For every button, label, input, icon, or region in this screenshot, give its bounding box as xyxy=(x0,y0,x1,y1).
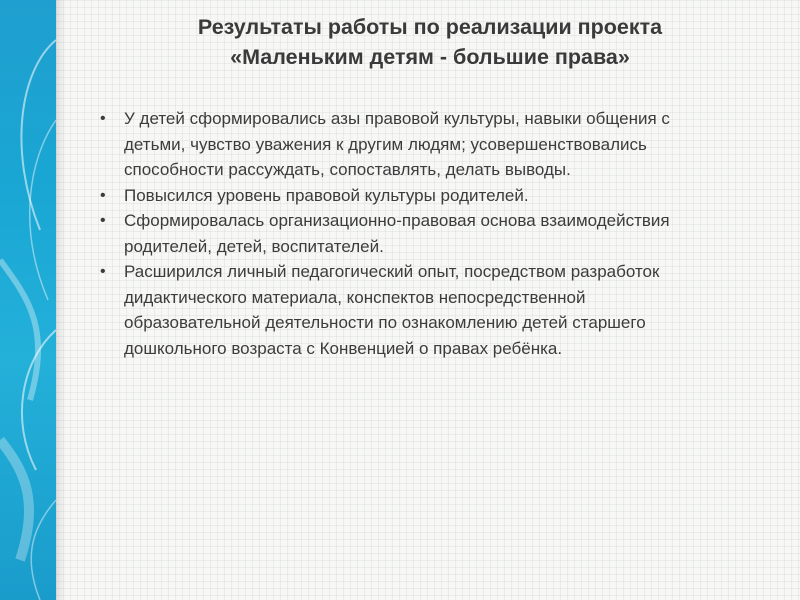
list-item-text: Расширился личный педагогический опыт, посредством разработок дидактического материала, конспектов непосредственной образовательной деятельности по ознакомлению детей старшего дошкольного возраста с Конвенцией о правах ребёнка. xyxy=(124,262,660,358)
list-item-text: Повысился уровень правовой культуры родителей. xyxy=(124,185,529,205)
list-item-text: У детей сформировались азы правовой культуры, навыки общения с детьми, чувство уважения к другим людям; усовершенствовались способности рассуждать, сопоставлять, делать выводы. xyxy=(124,109,670,179)
list-item-text: Сформировалась организационно-правовая основа взаимодействия родителей, детей, воспитателей. xyxy=(124,211,670,256)
bullet-marker: • xyxy=(100,212,106,229)
slide-title-line-2: «Маленьким детям - большие права» xyxy=(230,45,630,69)
decorative-sidebar xyxy=(0,0,56,600)
bullet-marker: • xyxy=(100,263,106,280)
list-item xyxy=(100,259,700,361)
list-item xyxy=(100,183,700,209)
wave-decoration xyxy=(0,0,56,600)
slide-title xyxy=(70,12,790,72)
sidebar-shadow xyxy=(56,0,66,600)
slide-title-line-1: Результаты работы по реализации проекта xyxy=(197,15,663,39)
results-list xyxy=(100,106,700,361)
list-item xyxy=(100,208,700,259)
bullet-marker: • xyxy=(100,110,106,127)
list-item xyxy=(100,106,700,183)
bullet-marker: • xyxy=(100,186,106,204)
